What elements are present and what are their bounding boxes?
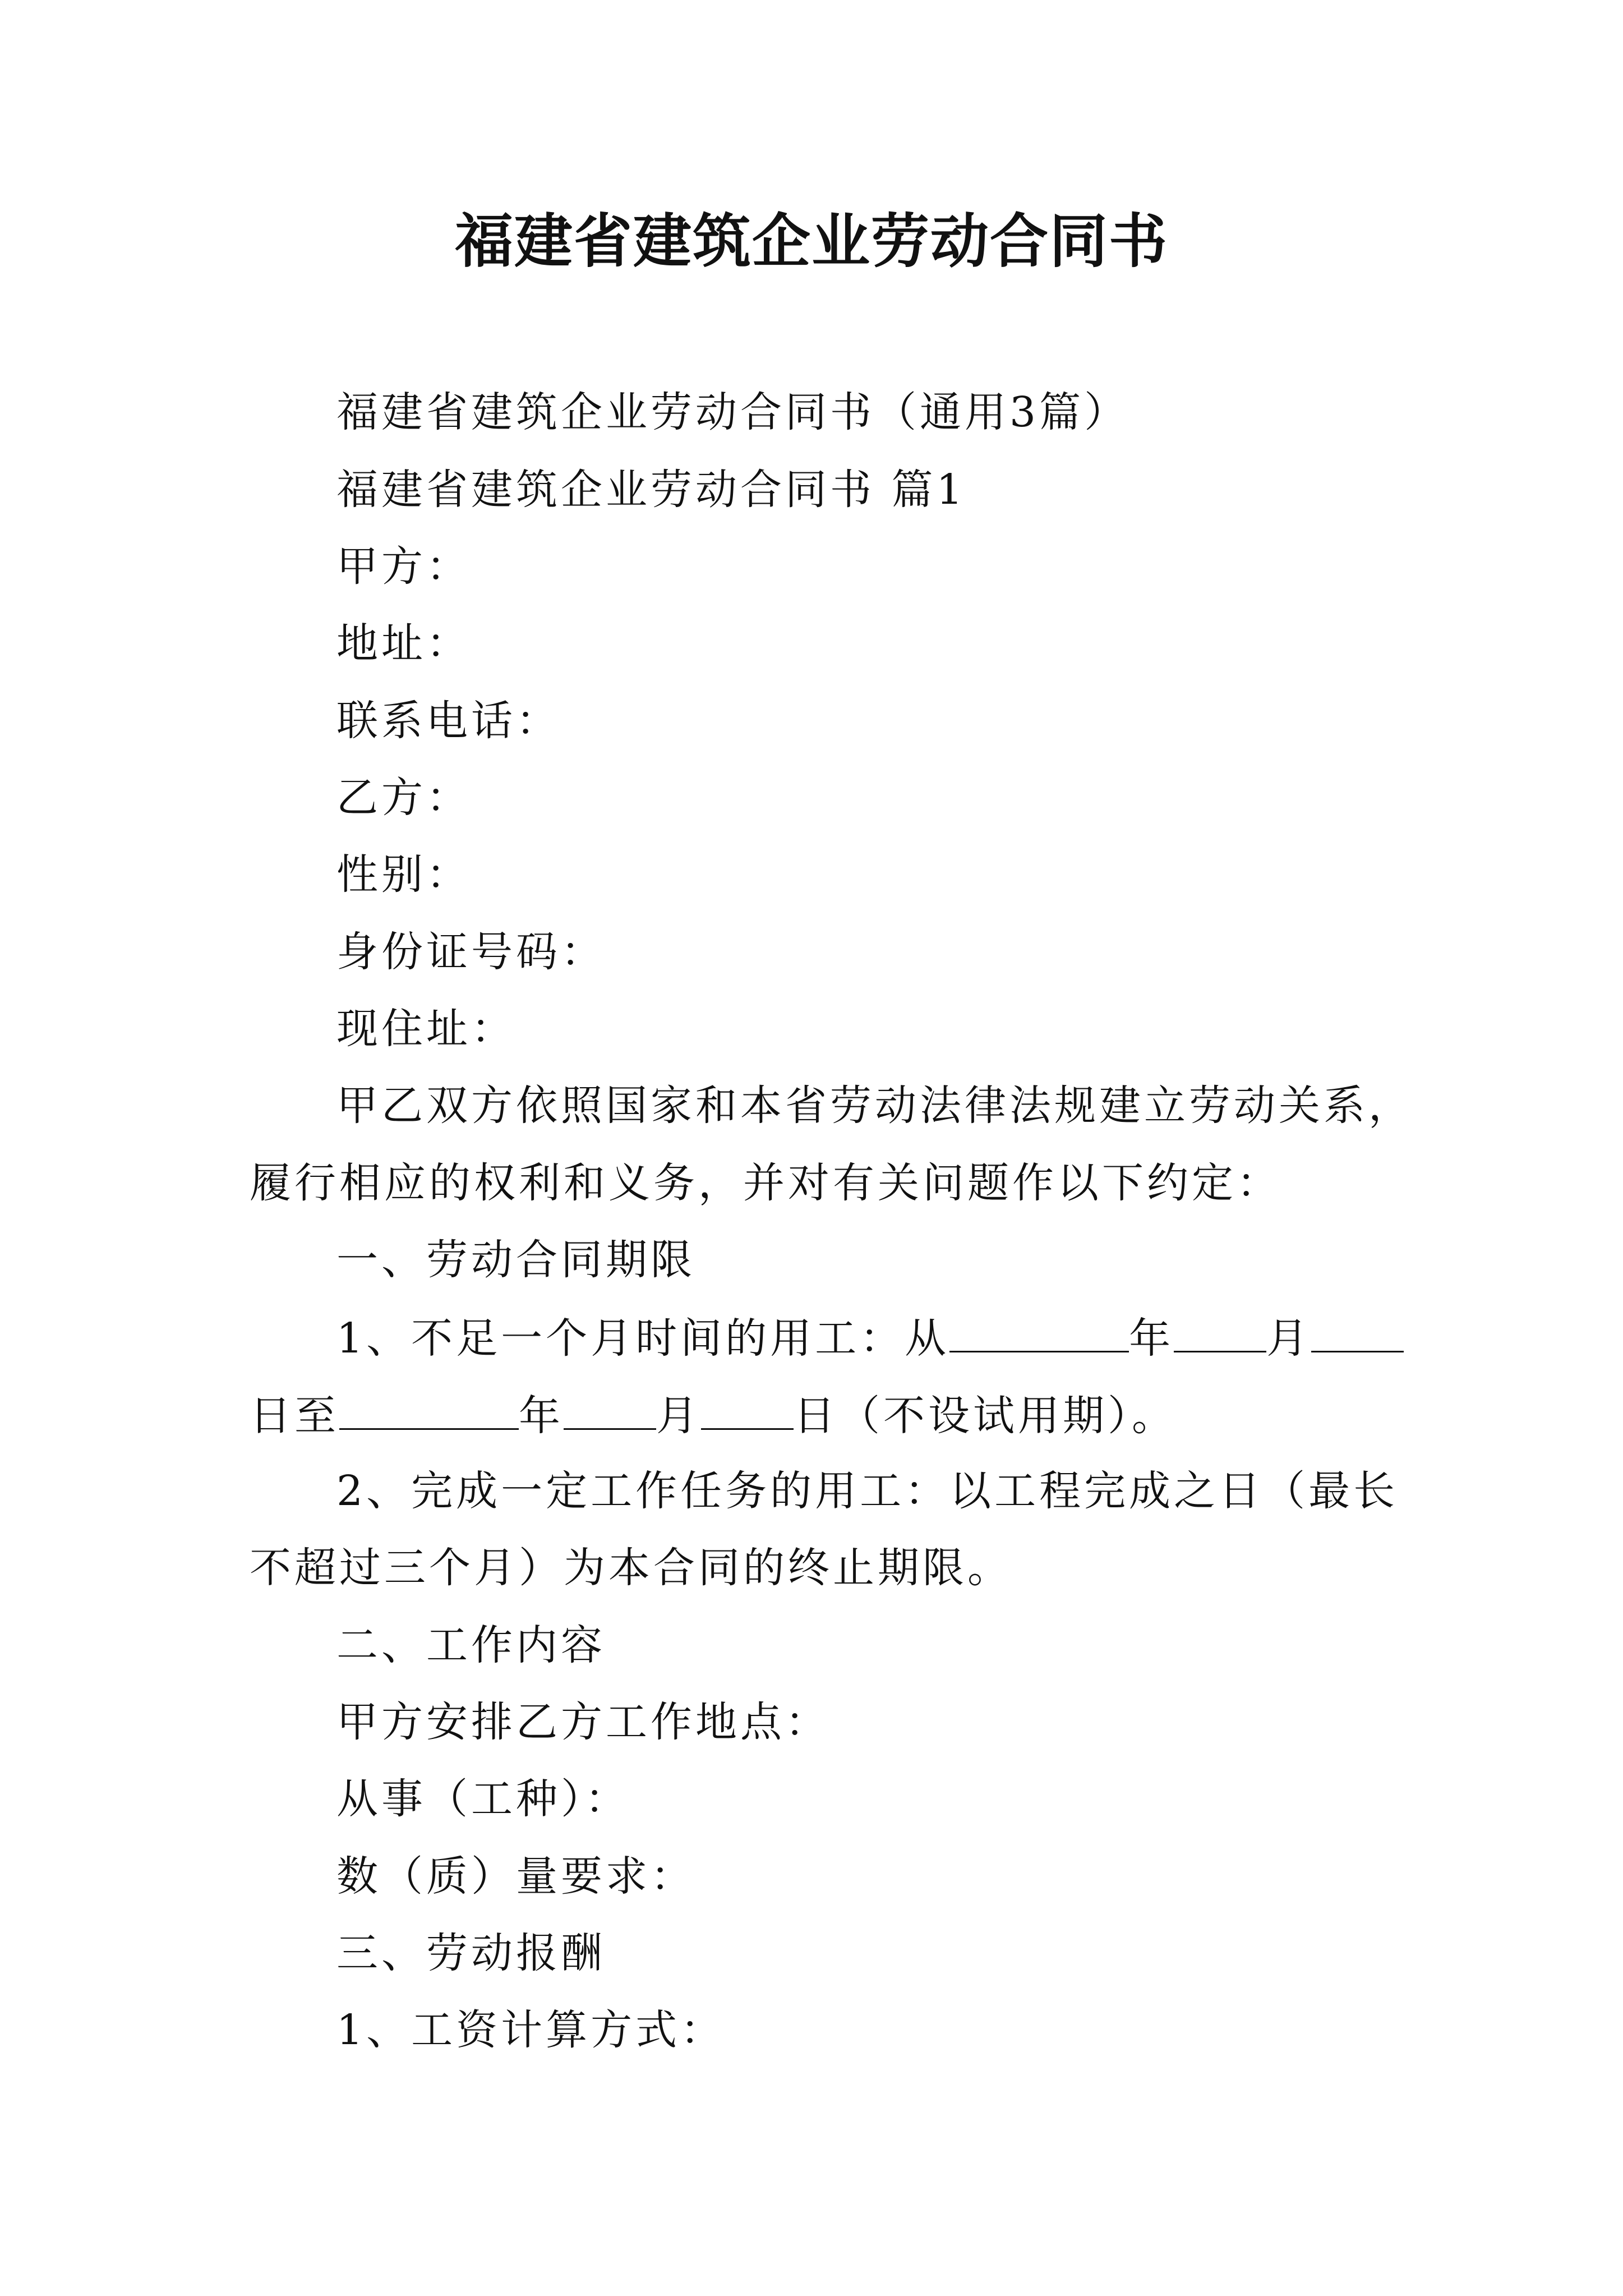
phone-field: 联系电话： bbox=[336, 697, 561, 745]
party-a-field: 甲方： bbox=[336, 542, 471, 591]
end-day-blank bbox=[701, 1389, 794, 1430]
current-address-field: 现住址： bbox=[336, 1005, 516, 1053]
work-content-heading: 二、工作内容 bbox=[336, 1621, 606, 1669]
gender-field: 性别： bbox=[336, 850, 471, 899]
start-month-blank bbox=[1174, 1312, 1266, 1352]
start-day-blank bbox=[1311, 1312, 1404, 1352]
term-clause-1-line-2 bbox=[250, 1389, 1177, 1441]
remuneration-heading: 三、劳动报酬 bbox=[336, 1929, 606, 1977]
party-b-field: 乙方： bbox=[336, 774, 471, 822]
work-place-field: 甲方安排乙方工作地点： bbox=[336, 1698, 830, 1746]
intro-paragraph-line-1: 甲乙双方依照国家和本省劳动法律法规建立劳动关系， bbox=[336, 1082, 1413, 1130]
term-clause-1-prefix: 1、不足一个月时间的用工：从 bbox=[336, 1314, 950, 1363]
end-year-blank bbox=[339, 1389, 519, 1430]
start-year-label: 年 bbox=[1129, 1314, 1174, 1363]
term-clause-2-line-1: 2、完成一定工作任务的用工：以工程完成之日（最长 bbox=[336, 1467, 1399, 1515]
start-year-blank bbox=[949, 1312, 1129, 1352]
address-field: 地址： bbox=[336, 619, 471, 668]
wage-method-field: 1、工资计算方式： bbox=[336, 2006, 726, 2054]
start-month-label: 月 bbox=[1266, 1314, 1312, 1363]
end-month-label: 月 bbox=[656, 1392, 701, 1440]
term-clause-1-suffix: 日（不设试用期）。 bbox=[794, 1392, 1177, 1440]
end-month-blank bbox=[564, 1389, 656, 1430]
end-year-label: 年 bbox=[519, 1392, 564, 1440]
contract-term-heading: 一、劳动合同期限 bbox=[336, 1236, 695, 1284]
id-number-field: 身份证号码： bbox=[336, 928, 606, 976]
work-type-field: 从事（工种）： bbox=[336, 1775, 630, 1823]
document-title: 福建省建筑企业劳动合同书 bbox=[454, 206, 1168, 275]
term-clause-2-line-2: 不超过三个月）为本合同的终止期限。 bbox=[250, 1544, 1012, 1592]
document-subtitle: 福建省建筑企业劳动合同书（通用3篇） bbox=[336, 388, 1129, 436]
intro-paragraph-line-2: 履行相应的权利和义务，并对有关问题作以下约定： bbox=[250, 1159, 1281, 1207]
quantity-requirement-field: 数（质）量要求： bbox=[336, 1852, 695, 1901]
day-to-label: 日至 bbox=[250, 1392, 339, 1440]
section-heading: 福建省建筑企业劳动合同书 篇1 bbox=[336, 466, 966, 514]
term-clause-1-line-1 bbox=[336, 1312, 1404, 1364]
